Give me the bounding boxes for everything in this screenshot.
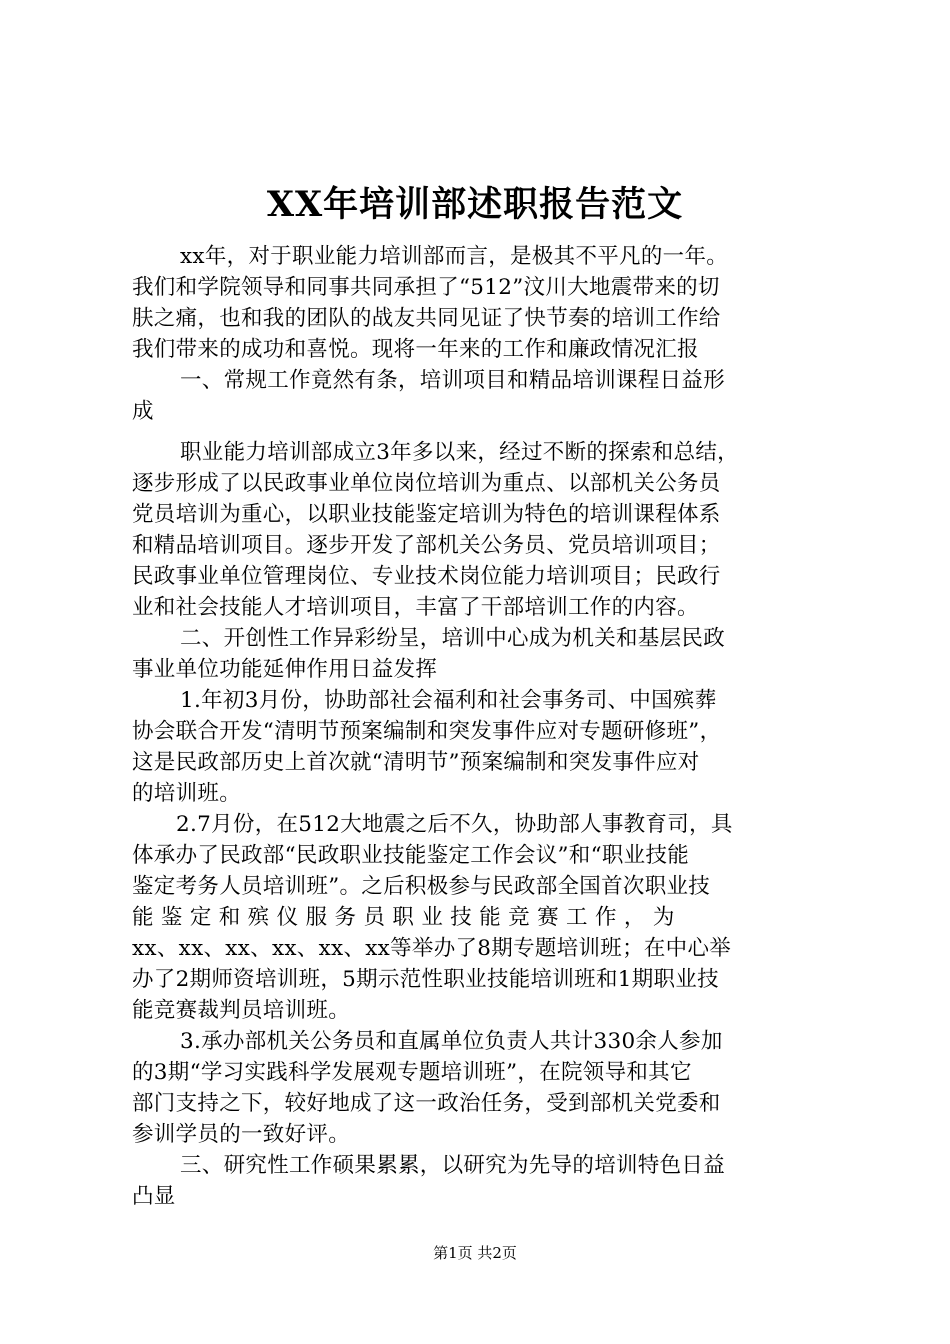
section-heading-line: 成 (132, 399, 154, 424)
paragraph-line: 我们和学院领导和同事共同承担了“512”汶川大地震带来的切 (132, 275, 720, 300)
paragraph-line: 部门支持之下，较好地成了这一政治任务，受到部机关党委和 (132, 1091, 721, 1116)
paragraph-line: 鉴定考务人员培训班”。之后积极参与民政部全国首次职业技 (132, 874, 711, 899)
paragraph-line: 的培训班。 (132, 781, 242, 806)
paragraph-line: 协会联合开发“清明节预案编制和突发事件应对专题研修班”， (132, 719, 722, 744)
document-title: XX年培训部述职报告范文 (266, 184, 684, 225)
paragraph-line: 3.承办部机关公务员和直属单位负责人共计330余人参加 (180, 1029, 723, 1054)
paragraph-line: 我们带来的成功和喜悦。现将一年来的工作和廉政情况汇报 (132, 337, 699, 362)
section-heading-line: 一、常规工作竟然有条，培训项目和精品培训课程日益形 (180, 368, 726, 393)
paragraph-line: 逐步形成了以民政事业单位岗位培训为重点、以部机关公务员 (132, 471, 721, 496)
section-heading-line: 凸显 (132, 1184, 176, 1209)
paragraph-line: 民政事业单位管理岗位、专业技术岗位能力培训项目；民政行 (132, 564, 721, 589)
paragraph-line: 党员培训为重心，以职业技能鉴定培训为特色的培训课程体系 (132, 502, 721, 527)
document-body (132, 241, 832, 1212)
paragraph-line: 能竞赛裁判员培训班。 (132, 998, 351, 1023)
paragraph-line: 1.年初3月份，协助部社会福利和社会事务司、中国殡葬 (180, 688, 717, 713)
paragraph-line: 职业能力培训部成立3年多以来，经过不断的探索和总结， (180, 440, 739, 465)
paragraph-line: 能 鉴 定 和 殡 仪 服 务 员 职 业 技 能 竞 赛 工 作 ， 为 (132, 905, 675, 930)
section-heading-line: 三、研究性工作硕果累累，以研究为先导的培训特色日益 (180, 1153, 726, 1178)
paragraph-line: 肤之痛，也和我的团队的战友共同见证了快节奏的培训工作给 (132, 306, 721, 331)
paragraph-line: xx、xx、xx、xx、xx、xx等举办了8期专题培训班；在中心举 (132, 936, 732, 961)
paragraph-line: 这是民政部历史上首次就“清明节”预案编制和突发事件应对 (132, 750, 700, 775)
paragraph-line: 业和社会技能人才培训项目，丰富了干部培训工作的内容。 (132, 595, 699, 620)
paragraph-line: 参训学员的一致好评。 (132, 1122, 351, 1147)
paragraph-line: 的3期“学习实践科学发展观专题培训班”，在院领导和其它 (132, 1060, 692, 1085)
paragraph-line: 办了2期师资培训班，5期示范性职业技能培训班和1期职业技 (132, 967, 719, 992)
page-footer: 第1页 共2页 (433, 1244, 517, 1262)
paragraph-line: 体承办了民政部“民政职业技能鉴定工作会议”和“职业技能 (132, 843, 690, 868)
paragraph-line: 2.7月份，在512大地震之后不久，协助部人事教育司，具 (176, 812, 733, 837)
paragraph-line: 和精品培训项目。逐步开发了部机关公务员、党员培训项目； (132, 533, 721, 558)
section-heading-line: 事业单位功能延伸作用日益发挥 (132, 657, 438, 682)
paragraph-line: xx年，对于职业能力培训部而言，是极其不平凡的一年。 (180, 244, 729, 269)
section-heading-line: 二、开创性工作异彩纷呈，培训中心成为机关和基层民政 (180, 626, 726, 651)
